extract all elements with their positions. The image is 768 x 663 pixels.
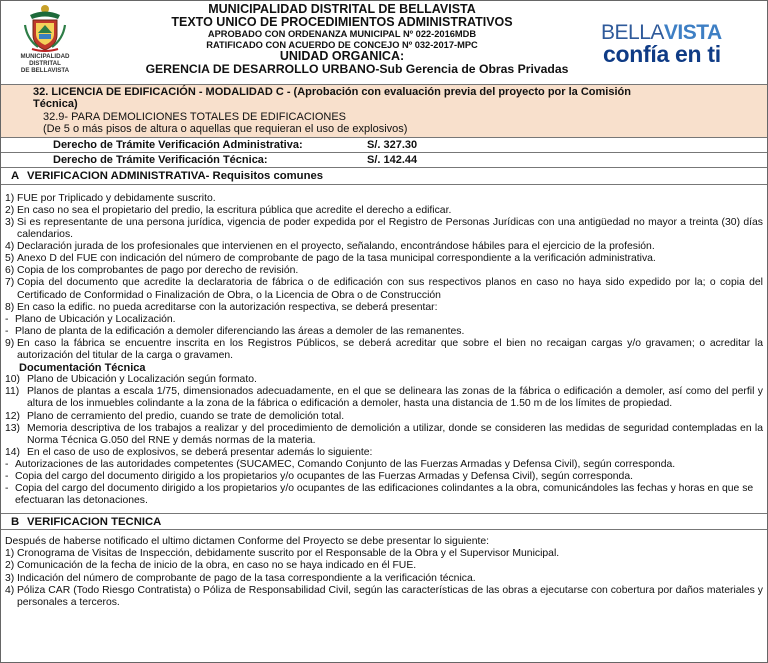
list-item: 11) Planos de plantas a escala 1/75, dimensionados adecuadamente, en el que se delineara las zonas de la fábrica o edificación a demoler, así como del perfil y altura de los inmuebles colindante a la zona de la fábrica o edificación a demoler, hasta una distancia de 1.50 m de los límites de propiedad.	[5, 386, 763, 410]
section-letter: B	[11, 516, 20, 529]
fee-row-administrative	[1, 138, 767, 153]
list-item: 4) Declaración jurada de los profesionales que intervienen en el proyecto, señalando, encontrándose hábiles para el ejercicio de la profesión.	[5, 241, 655, 253]
section-a-body	[1, 185, 767, 513]
organic-unit-label: UNIDAD ORGANICA:	[279, 49, 405, 64]
coat-of-arms-icon	[22, 3, 68, 53]
tupa-title: TEXTO UNICO DE PROCEDIMIENTOS ADMINISTRATIVOS	[171, 15, 513, 29]
list-item: 1) FUE por Triplicado y debidamente suscrito.	[5, 192, 216, 204]
ratification-agreement: RATIFICADO CON ACUERDO DE CONCEJO Nº 032-2017-MPC	[206, 39, 478, 50]
fee-label: Derecho de Trámite Verificación Técnica:	[53, 153, 268, 166]
fee-row-technical	[1, 153, 767, 168]
list-item: 1) Cronograma de Visitas de Inspección, debidamente suscrito por el Responsable de la Obra y el Supervisor Municipal.	[5, 548, 560, 560]
list-item: 14) En el caso de uso de explosivos, se deberá presentar además lo siguiente:	[5, 446, 373, 458]
seal-caption-line2: DE BELLAVISTA	[20, 67, 70, 75]
list-item: 12) Plano de cerramiento del predio, cuando se trate de demolición total.	[5, 410, 345, 422]
section-b-title	[1, 513, 767, 530]
license-band	[1, 85, 767, 138]
section-title-text: VERIFICACION TECNICA	[27, 516, 162, 529]
list-item: 2) En caso no sea el propietario del predio, la escritura pública que acredite el derecho a edificar.	[5, 204, 452, 216]
fee-label: Derecho de Trámite Verificación Administrativa:	[53, 138, 303, 151]
list-item: 3) Si es representante de una persona jurídica, vigencia de poder expedida por el Registro de Personas Jurídicas con una antigüedad no mayor a treinta (30) días calendarios.	[5, 217, 763, 241]
list-item: 2) Comunicación de la fecha de inicio de la obra, en caso no se haya indicado en él FUE.	[5, 560, 417, 572]
brand-slogan: confía en ti	[603, 41, 721, 67]
list-item: 13) Memoria descriptiva de los trabajos a realizar y del procedimiento de demolición a utilizar, donde se consideren las medidas de seguridad contempladas en la Norma Técnica G.050 del RNE y demás normas de la materia.	[5, 422, 763, 446]
management-name: GERENCIA DE DESARROLLO URBANO-Sub Gerencia de Obras Privadas	[145, 62, 569, 77]
license-title-line2: Técnica)	[33, 98, 78, 111]
license-sub-line1: 32.9- PARA DEMOLICIONES TOTALES DE EDIFICACIONES	[43, 110, 346, 123]
license-sub-line2: (De 5 o más pisos de altura o aquellas que requieran el uso de explosivos)	[43, 122, 408, 135]
approval-ordinance: APROBADO CON ORDENANZA MUNICIPAL Nº 022-2016MDB	[207, 29, 477, 39]
list-item: - Plano de planta de la edificación a demoler diferenciando las áreas a demoler de las remanentes.	[5, 325, 465, 337]
brand-vista: VISTA	[663, 21, 722, 44]
bellavista-brand-logo	[601, 23, 759, 65]
list-item: 3) Indicación del número de comprobante de pago de la tasa correspondiente a la verificación técnica.	[5, 572, 476, 584]
fee-value: S/. 327.30	[367, 138, 418, 151]
section-title-text: VERIFICACION ADMINISTRATIVA- Requisitos comunes	[27, 169, 324, 182]
section-b-intro: Después de haberse notificado el ultimo dictamen Conforme del Proyecto se debe presentar lo siguiente:	[5, 536, 490, 548]
list-item: 10) Plano de Ubicación y Localización según formato.	[5, 374, 257, 386]
list-item: 6) Copia de los comprobantes de pago por derecho de revisión.	[5, 265, 299, 277]
section-letter: A	[11, 169, 20, 182]
list-item: 9) En caso la fábrica se encuentre inscrita en los Registros Públicos, se deberá acreditar que sobre el bien no recaigan cargas y/o gravamen; o acreditar la autorización del titular de la carga o gravamen.	[5, 337, 763, 362]
list-item: - Plano de Ubicación y Localización.	[5, 313, 176, 325]
list-item: - Autorizaciones de las autoridades competentes (SUCAMEC, Comando Conjunto de las Fuerzas Armadas y Defensa Civil), según corresponda.	[5, 458, 676, 470]
list-item: - Copia del cargo del documento dirigido a los propietarios y/o ocupantes de las edificaciones colindantes a la obra, comunicándoles las fechas y horas en que se efectuaran las detonaciones.	[5, 483, 754, 507]
list-item: 8) En caso la edific. no pueda acreditarse con la autorización respectiva, se deberá presentar:	[5, 301, 438, 313]
section-b-body	[1, 530, 767, 609]
technical-docs-heading: Documentación Técnica	[19, 362, 146, 375]
list-item: 7) Copia del documento que acredite la declaratoria de fábrica o de edificación con sus respectivos planos en caso no haya sido expedido por la; o copia del Certificado de Conformidad o Finalización de Obra, o la Licencia de Obra o de Construcción	[5, 277, 763, 301]
fee-value: S/. 142.44	[367, 153, 418, 166]
header-titles	[87, 3, 597, 76]
municipality-name: MUNICIPALIDAD DISTRITAL DE BELLAVISTA	[208, 2, 476, 16]
municipal-seal	[5, 3, 85, 75]
section-a-title	[1, 168, 767, 185]
list-item: 4) Póliza CAR (Todo Riesgo Contratista) o Póliza de Responsabilidad Civil, según las características de las obras a ejecutarse con cobertura por daños materiales y personales a terceros.	[5, 584, 763, 608]
list-item: 5) Anexo D del FUE con indicación del número de comprobante de pago de la tasa municipal correspondiente a la verificación administrativa.	[5, 253, 656, 265]
seal-caption-line1: MUNICIPALIDAD DISTRITAL	[20, 53, 70, 68]
list-item: - Copia del cargo del documento dirigido a los propietarios y/o ocupantes de las Fuerzas Armadas y Defensa Civil), según corresponda.	[5, 470, 634, 482]
license-title-line1: 32. LICENCIA DE EDIFICACIÓN - MODALIDAD C - (Aprobación con evaluación previa del proyecto por la Comisión	[33, 86, 631, 98]
document-header	[1, 1, 767, 85]
brand-bella: BELLA	[601, 21, 664, 44]
